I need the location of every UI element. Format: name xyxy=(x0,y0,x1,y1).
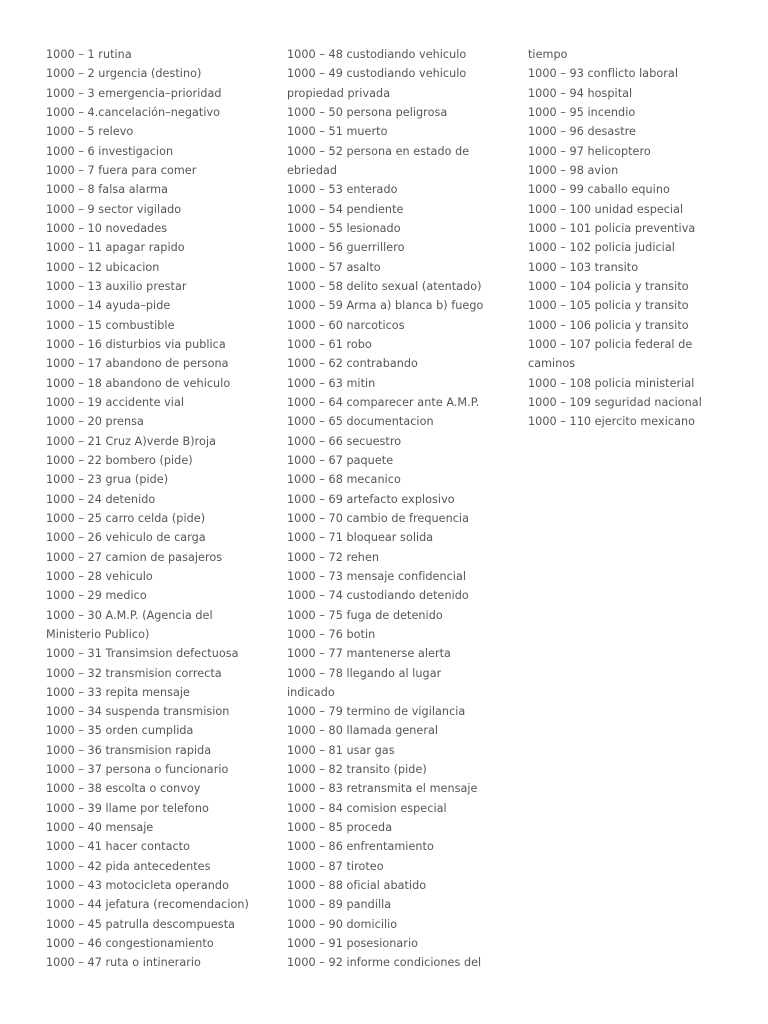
code-line: 1000 – 50 persona peligrosa xyxy=(287,105,448,119)
code-line: 1000 – 52 persona en estado de xyxy=(287,144,470,158)
code-line: 1000 – 103 transito xyxy=(528,260,639,274)
code-line: 1000 – 92 informe condiciones del xyxy=(287,956,482,970)
code-line: 1000 – 57 asalto xyxy=(287,260,381,274)
code-line: 1000 – 81 usar gas xyxy=(287,743,395,757)
code-line: 1000 – 55 lesionado xyxy=(287,221,401,235)
code-line: 1000 – 107 policia federal de xyxy=(528,337,693,351)
code-line: 1000 – 64 comparecer ante A.M.P. xyxy=(287,395,480,409)
code-line: 1000 – 86 enfrentamiento xyxy=(287,840,434,854)
code-line: 1000 – 95 incendio xyxy=(528,105,636,119)
code-line: 1000 – 90 domicilio xyxy=(287,917,398,931)
code-line: 1000 – 88 oficial abatido xyxy=(287,879,427,893)
code-line: 1000 – 35 orden cumplida xyxy=(46,724,194,738)
code-line: 1000 – 40 mensaje xyxy=(46,821,154,835)
code-line: 1000 – 9 sector vigilado xyxy=(46,202,182,216)
code-line: 1000 – 84 comision especial xyxy=(287,801,447,815)
code-line: 1000 – 16 disturbios via publica xyxy=(46,337,226,351)
text-column-1 xyxy=(46,45,278,973)
code-line: 1000 – 63 mitin xyxy=(287,376,376,390)
code-line: 1000 – 2 urgencia (destino) xyxy=(46,67,202,81)
code-line: 1000 – 106 policia y transito xyxy=(528,318,689,332)
code-line: 1000 – 59 Arma a) blanca b) fuego xyxy=(287,299,484,313)
code-line: 1000 – 67 paquete xyxy=(287,453,394,467)
code-line: 1000 – 69 artefacto explosivo xyxy=(287,492,455,506)
code-line: 1000 – 66 secuestro xyxy=(287,434,402,448)
code-line: 1000 – 54 pendiente xyxy=(287,202,404,216)
code-line: 1000 – 5 relevo xyxy=(46,125,134,139)
code-line: 1000 – 19 accidente vial xyxy=(46,395,185,409)
code-line: 1000 – 104 policia y transito xyxy=(528,279,689,293)
code-line: 1000 – 33 repita mensaje xyxy=(46,685,190,699)
code-line: 1000 – 25 carro celda (pide) xyxy=(46,511,206,525)
code-line: 1000 – 46 congestionamiento xyxy=(46,937,214,951)
code-line: 1000 – 85 proceda xyxy=(287,821,393,835)
code-line: 1000 – 65 documentacion xyxy=(287,415,434,429)
code-line: 1000 – 76 botin xyxy=(287,627,376,641)
code-line: 1000 – 18 abandono de vehiculo xyxy=(46,376,231,390)
code-line: 1000 – 20 prensa xyxy=(46,415,144,429)
code-line: 1000 – 60 narcoticos xyxy=(287,318,405,332)
text-column-3 xyxy=(528,45,760,432)
code-line: 1000 – 37 persona o funcionario xyxy=(46,763,229,777)
code-line: propiedad privada xyxy=(287,86,391,100)
code-line: 1000 – 96 desastre xyxy=(528,125,636,139)
code-line: ebriedad xyxy=(287,163,338,177)
code-line: 1000 – 39 llame por telefono xyxy=(46,801,209,815)
code-line: 1000 – 45 patrulla descompuesta xyxy=(46,917,236,931)
code-line: 1000 – 99 caballo equino xyxy=(528,183,670,197)
code-line: 1000 – 30 A.M.P. (Agencia del xyxy=(46,608,213,622)
code-line: 1000 – 47 ruta o intinerario xyxy=(46,956,201,970)
code-line: 1000 – 7 fuera para comer xyxy=(46,163,197,177)
code-line: 1000 – 22 bombero (pide) xyxy=(46,453,193,467)
code-line: tiempo xyxy=(528,48,568,61)
code-line: 1000 – 61 robo xyxy=(287,337,372,351)
code-line: 1000 – 3 emergencia–prioridad xyxy=(46,86,222,100)
code-line: 1000 – 29 medico xyxy=(46,589,147,603)
code-line: caminos xyxy=(528,357,576,371)
code-line: 1000 – 71 bloquear solida xyxy=(287,531,434,545)
code-line: 1000 – 87 tiroteo xyxy=(287,859,384,873)
code-line: 1000 – 12 ubicacion xyxy=(46,260,160,274)
code-line: 1000 – 80 llamada general xyxy=(287,724,439,738)
code-line: 1000 – 102 policia judicial xyxy=(528,241,675,255)
code-line: indicado xyxy=(287,685,335,699)
code-line: 1000 – 10 novedades xyxy=(46,221,168,235)
code-line: 1000 – 42 pida antecedentes xyxy=(46,859,211,873)
code-line: 1000 – 110 ejercito mexicano xyxy=(528,415,696,429)
code-line: 1000 – 72 rehen xyxy=(287,550,380,564)
code-line: 1000 – 77 mantenerse alerta xyxy=(287,647,451,661)
code-line: 1000 – 101 policia preventiva xyxy=(528,221,696,235)
code-line: 1000 – 6 investigacion xyxy=(46,144,174,158)
code-line: Ministerio Publico) xyxy=(46,627,150,641)
code-line: 1000 – 89 pandilla xyxy=(287,898,392,912)
code-line: 1000 – 27 camion de pasajeros xyxy=(46,550,223,564)
code-line: 1000 – 98 avion xyxy=(528,163,619,177)
code-line: 1000 – 75 fuga de detenido xyxy=(287,608,443,622)
code-line: 1000 – 11 apagar rapido xyxy=(46,241,185,255)
code-line: 1000 – 17 abandono de persona xyxy=(46,357,229,371)
code-line: 1000 – 91 posesionario xyxy=(287,937,419,951)
code-line: 1000 – 48 custodiando vehiculo xyxy=(287,48,467,61)
code-line: 1000 – 62 contrabando xyxy=(287,357,418,371)
code-line: 1000 – 41 hacer contacto xyxy=(46,840,191,854)
code-line: 1000 – 24 detenido xyxy=(46,492,156,506)
code-line: 1000 – 32 transmision correcta xyxy=(46,666,222,680)
code-line: 1000 – 14 ayuda–pide xyxy=(46,299,171,313)
code-line: 1000 – 23 grua (pide) xyxy=(46,473,169,487)
code-line: 1000 – 68 mecanico xyxy=(287,473,401,487)
code-line: 1000 – 93 conflicto laboral xyxy=(528,67,678,81)
code-line: 1000 – 34 suspenda transmision xyxy=(46,705,230,719)
code-line: 1000 – 79 termino de vigilancia xyxy=(287,705,466,719)
code-line: 1000 – 56 guerrillero xyxy=(287,241,405,255)
code-line: 1000 – 78 llegando al lugar xyxy=(287,666,442,680)
code-line: 1000 – 21 Cruz A)verde B)roja xyxy=(46,434,217,448)
text-column-2 xyxy=(287,45,519,973)
code-line: 1000 – 58 delito sexual (atentado) xyxy=(287,279,482,293)
code-line: 1000 – 70 cambio de frequencia xyxy=(287,511,469,525)
code-line: 1000 – 83 retransmita el mensaje xyxy=(287,782,478,796)
code-line: 1000 – 97 helicoptero xyxy=(528,144,651,158)
code-line: 1000 – 28 vehiculo xyxy=(46,569,153,583)
code-line: 1000 – 4.cancelación–negativo xyxy=(46,105,221,119)
code-line: 1000 – 74 custodiando detenido xyxy=(287,589,469,603)
code-line: 1000 – 38 escolta o convoy xyxy=(46,782,201,796)
code-line: 1000 – 36 transmision rapida xyxy=(46,743,212,757)
code-line: 1000 – 8 falsa alarma xyxy=(46,183,169,197)
code-line: 1000 – 51 muerto xyxy=(287,125,388,139)
code-line: 1000 – 94 hospital xyxy=(528,86,633,100)
code-line: 1000 – 100 unidad especial xyxy=(528,202,684,216)
code-line: 1000 – 43 motocicleta operando xyxy=(46,879,229,893)
code-line: 1000 – 26 vehiculo de carga xyxy=(46,531,206,545)
code-line: 1000 – 108 policia ministerial xyxy=(528,376,695,390)
code-line: 1000 – 105 policia y transito xyxy=(528,299,689,313)
code-line: 1000 – 53 enterado xyxy=(287,183,398,197)
code-line: 1000 – 15 combustible xyxy=(46,318,175,332)
code-line: 1000 – 13 auxilio prestar xyxy=(46,279,187,293)
code-line: 1000 – 1 rutina xyxy=(46,48,132,61)
code-line: 1000 – 109 seguridad nacional xyxy=(528,395,702,409)
code-line: 1000 – 44 jefatura (recomendacion) xyxy=(46,898,249,912)
code-line: 1000 – 31 Transimsion defectuosa xyxy=(46,647,239,661)
code-line: 1000 – 73 mensaje confidencial xyxy=(287,569,467,583)
code-line: 1000 – 49 custodiando vehiculo xyxy=(287,67,467,81)
code-line: 1000 – 82 transito (pide) xyxy=(287,763,427,777)
